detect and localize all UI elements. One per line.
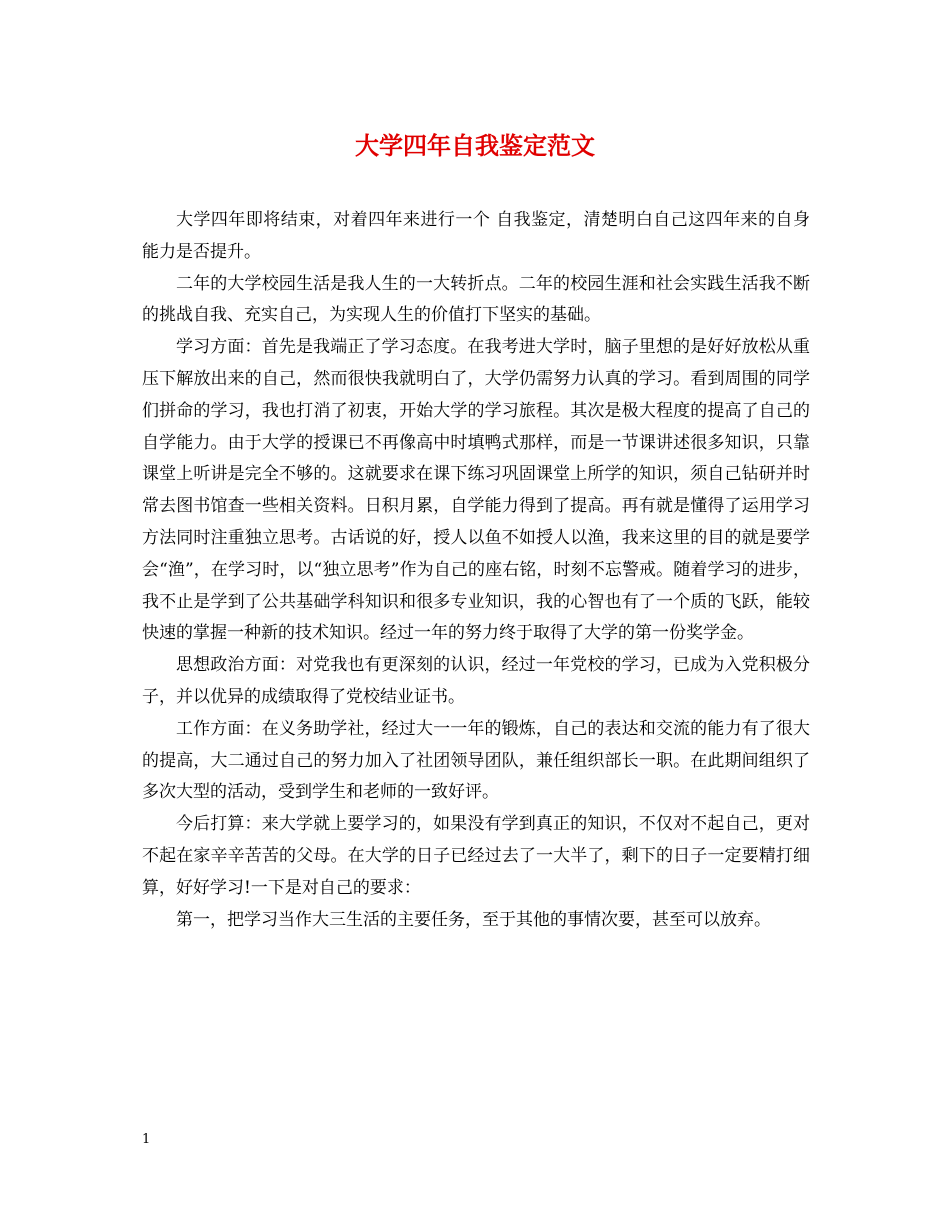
paragraph-plans: 今后打算：来大学就上要学习的，如果没有学到真正的知识，不仅对不起自己，更对不起在家辛辛苦苦的父母。在大学的日子已经过去了一大半了，剩下的日子一定要精打细算，好好学习!一下是对自己的要求： [142,814,810,898]
paragraph-study: 学习方面：首先是我端正了学习态度。在我考进大学时，脑子里想的是好好放松从重压下解放出来的自己，然而很快我就明白了，大学仍需努力认真的学习。看到周围的同学们拼命的学习，我也打消了初衷，开始大学的学习旅程。其次是极大程度的提高了自己的自学能力。由于大学的授课已不再像高中时填鸭式那样，而是一节课讲述很多知识，只靠课堂上听讲是完全不够的。这就要求在课下练习巩固课堂上所学的知识，须自己钻研并时常去图书馆查一些相关资料。日积月累，自学能力得到了提高。再有就是懂得了运用学习方法同时注重独立思考。古话说的好，授人以鱼不如授人以渔，我来这里的目的就是要学会“渔”，在学习时，以“独立思考”作为自己的座右铭，时刻不忘警戒。随着学习的进步，我不止是学到了公共基础学科知识和很多专业知识，我的心智也有了一个质的飞跃，能较快速的掌握一种新的技术知识。经过一年的努力终于取得了大学的第一份奖学金。 [142,337,810,644]
paragraph-campus-life: 二年的大学校园生活是我人生的一大转折点。二年的校园生涯和社会实践生活我不断的挑战自我、充实自己，为实现人生的价值打下坚实的基础。 [142,273,810,326]
paragraph-politics: 思想政治方面：对党我也有更深刻的认识，经过一年党校的学习，已成为入党积极分子，并以优异的成绩取得了党校结业证书。 [142,655,810,707]
paragraph-work: 工作方面：在义务助学社，经过大一一年的锻炼，自己的表达和交流的能力有了很大的提高，大二通过自己的努力加入了社团领导团队，兼任组织部长一职。在此期间组织了多次大型的活动，受到学生和老师的一致好评。 [142,718,810,803]
paragraph-first-requirement: 第一，把学习当作大三生活的主要任务，至于其他的事情次要，甚至可以放弃。 [176,909,771,930]
page-number: 1 [142,1132,151,1147]
document-body [142,205,810,936]
paragraph-intro: 大学四年即将结束，对着四年来进行一个 自我鉴定，清楚明白自己这四年来的自身能力是否提升。 [142,210,810,262]
document-title: 大学四年自我鉴定范文 [355,131,595,160]
